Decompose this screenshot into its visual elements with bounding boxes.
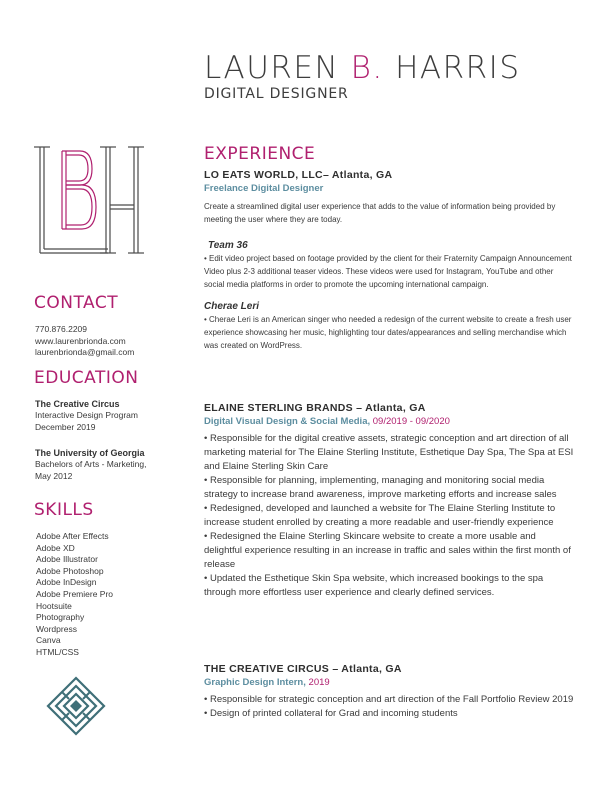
- project-description: • Edit video project based on footage provided by the client for their Fraternity Campaign Announcement Video plus 2-3 additional teaser videos. These videos were used for Instagram, YouTube and other social media platforms in order to promote the upcoming international campaign.: [204, 254, 572, 289]
- education-program: Interactive Design Program: [35, 410, 138, 420]
- job-bullet: • Responsible for planning, implementing, managing and monitoring social media strategy to increase brand awareness, improve marketing efforts and increase sales: [204, 475, 557, 500]
- first-name: LAUREN: [204, 50, 340, 86]
- job-bullets: [204, 693, 576, 721]
- skill-item: Photography: [36, 612, 85, 623]
- skill-item: Hootsuite: [36, 600, 72, 611]
- last-name: HARRIS: [395, 50, 521, 86]
- skill-item: Adobe Premiere Pro: [36, 588, 114, 599]
- company-name: [204, 169, 576, 181]
- job-role-title: Digital Visual Design & Social Media,: [204, 416, 371, 427]
- contact-website[interactable]: www.laurenbrionda.com: [35, 335, 126, 346]
- education-date: May 2012: [35, 470, 73, 481]
- project-title: Team 36: [208, 240, 248, 251]
- experience-heading: EXPERIENCE: [204, 144, 316, 164]
- job-period: 2019: [308, 677, 330, 688]
- job-period: 09/2019 - 09/2020: [372, 416, 450, 427]
- project-description: • Cherae Leri is an American singer who needed a redesign of the current website to create a fresh user experience showcasing her music, highlighting tour dates/appearances and selling merchandise which was created on WordPress.: [204, 315, 572, 350]
- education-entry: [35, 398, 195, 433]
- job-bullet: • Updated the Esthetique Skin Spa website, which increased bookings to the spa through more effortless user experience and clearly defined services.: [204, 573, 544, 598]
- education-school: The Creative Circus: [35, 399, 120, 409]
- education-heading: EDUCATION: [34, 368, 139, 388]
- skill-item: Adobe After Effects: [36, 531, 109, 541]
- contact-email[interactable]: laurenbrionda@gmail.com: [35, 347, 135, 357]
- contact-phone: 770.876.2209: [35, 324, 87, 334]
- skill-item: Wordpress: [36, 623, 77, 634]
- education-entry: [35, 447, 195, 482]
- middle-initial: B.: [350, 50, 384, 86]
- education-program: Bachelors of Arts - Marketing,: [35, 459, 147, 469]
- skills-heading: SKILLS: [34, 500, 94, 520]
- candidate-name: [204, 50, 521, 86]
- contact-block: [35, 324, 134, 359]
- job-bullet: • Redesigned the Elaine Sterling Skincare website to create a more usable and delightful experience resulting in an increase in traffic and sales within the first month of release: [204, 531, 571, 570]
- job-role: [204, 416, 576, 427]
- diamond-logo-icon: [46, 676, 106, 736]
- job-creative-circus: [204, 663, 576, 721]
- job-role: [204, 677, 576, 688]
- project-title: Cherae Leri: [204, 301, 260, 312]
- job-lo-eats-world: [204, 169, 576, 352]
- skill-item: Adobe InDesign: [36, 577, 97, 588]
- monogram-logo: [34, 145, 144, 257]
- company-location: – Atlanta, GA: [322, 169, 393, 181]
- skill-item: HTML/CSS: [36, 646, 79, 657]
- job-bullet: • Responsible for strategic conception and art direction of the Fall Portfolio Review 2019: [204, 694, 574, 705]
- job-summary: Create a streamlined digital user experience that adds to the value of information being provided by meeting the user where they are today.: [204, 202, 556, 224]
- company-name: [204, 663, 576, 675]
- skills-list: [36, 531, 113, 659]
- company-title: ELAINE STERLING BRANDS: [204, 402, 353, 414]
- job-elaine-sterling: [204, 402, 576, 600]
- skill-item: Adobe Photoshop: [36, 565, 104, 576]
- job-title: DIGITAL DESIGNER: [204, 86, 349, 102]
- job-bullets: [204, 432, 576, 600]
- skill-item: Canva: [36, 635, 61, 646]
- contact-heading: CONTACT: [34, 293, 119, 313]
- company-name: [204, 402, 576, 414]
- job-bullet: • Redesigned, developed and launched a website for The Elaine Sterling Institute to increase student enrolled by creating a more readable and user-friendly experience: [204, 503, 556, 528]
- company-location: – Atlanta, GA: [332, 663, 402, 675]
- education-date: December 2019: [35, 421, 96, 432]
- job-bullet: • Design of printed collateral for Grad and incoming students: [204, 708, 458, 719]
- company-title: LO EATS WORLD, LLC: [204, 169, 323, 181]
- skill-item: Adobe Illustrator: [36, 554, 98, 565]
- job-role: Freelance Digital Designer: [204, 183, 324, 194]
- skill-item: Adobe XD: [36, 542, 75, 553]
- job-role-title: Graphic Design Intern,: [204, 677, 306, 688]
- company-location: – Atlanta, GA: [356, 402, 426, 414]
- job-bullet: • Responsible for the digital creative assets, strategic conception and art direction of all marketing material for The Elaine Sterling Institute, Esthetique Day Spa, The Spa at ESI and Elaine Sterling Skin Care: [204, 433, 574, 472]
- company-title: THE CREATIVE CIRCUS: [204, 663, 330, 675]
- education-school: The University of Georgia: [35, 448, 145, 458]
